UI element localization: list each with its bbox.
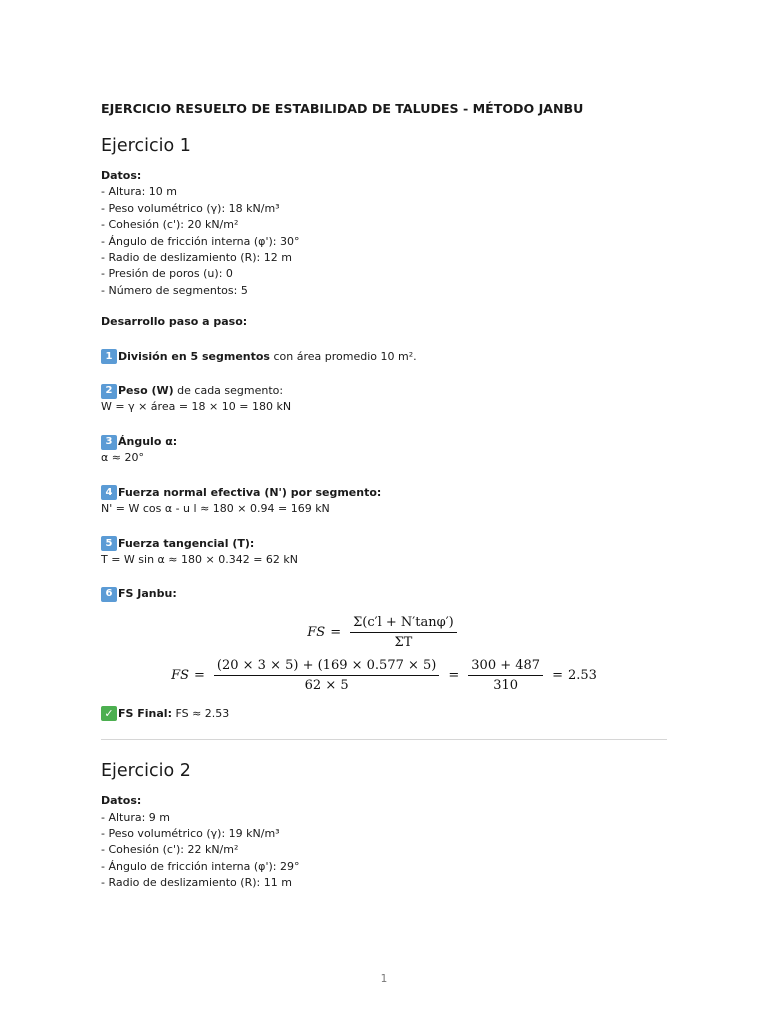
keycap-number-icon: 3 [101,435,117,450]
data-label: Datos: [101,169,142,182]
formula-denominator: 62 × 5 [304,677,349,693]
data-item: - Radio de deslizamiento (R): 12 m [101,251,292,265]
step-text: con área promedio 10 m². [269,349,417,363]
formula-numerator: (20 × 3 × 5) + (169 × 0.577 × 5) [214,658,439,676]
data-item: - Cohesión (c'): 20 kN/m² [101,218,239,232]
document-title: EJERCICIO RESUELTO DE ESTABILIDAD DE TALUDES - MÉTODO JANBU [101,101,584,116]
formula-fraction [350,615,457,650]
final-label: FS Final: [118,706,172,720]
step-title: División en 5 segmentos [118,349,270,363]
data-item: - Presión de poros (u): 0 [101,267,233,281]
step-title: Fuerza tangencial (T): [118,536,255,550]
data-item: - Ángulo de fricción interna (φ'): 30° [101,234,300,248]
step-formula: N' = W cos α - u l ≈ 180 × 0.94 = 169 kN [101,502,330,516]
keycap-number-icon: 5 [101,536,117,551]
document-page [101,96,667,892]
exercise-1-heading: Ejercicio 1 [101,136,191,156]
data-item: - Altura: 9 m [101,810,171,824]
data-item: - Altura: 10 m [101,185,178,199]
page-number: 1 [380,973,388,985]
step-title: FS Janbu: [118,587,177,601]
keycap-number-icon: 4 [101,485,117,500]
section-divider [101,739,667,740]
exercise-2-heading: Ejercicio 2 [101,761,191,782]
formula-lhs: FS [171,667,189,683]
data-item: - Número de segmentos: 5 [101,283,248,297]
step-formula: W = γ × área = 18 × 10 = 180 kN [101,400,292,414]
data-item: - Peso volumétrico (γ): 19 kN/m³ [101,826,280,840]
development-label: Desarrollo paso a paso: [101,315,248,329]
formula-lhs: FS [307,624,326,640]
exercise-2-data [101,793,667,891]
final-result [101,706,667,722]
keycap-number-icon: 2 [101,384,117,399]
final-value: FS ≈ 2.53 [171,706,230,720]
data-item: - Radio de deslizamiento (R): 11 m [101,876,292,890]
step-formula: α ≈ 20° [101,451,144,465]
formula-fraction [214,658,439,693]
step-6 [101,586,667,602]
exercise-1-data [101,168,667,299]
step-3 [101,434,667,450]
formula-denominator: 310 [493,677,519,693]
step-1 [101,349,667,365]
janbu-formula: FS = $\frac{\Sigma(c'l + N'\tan\varphi')}{\Sigma T}$ [101,615,667,650]
step-title: Ángulo α: [118,434,178,448]
data-item: - Ángulo de fricción interna (φ'): 29° [101,859,300,873]
formula-result: 2.53 [567,667,597,683]
keycap-number-icon: 6 [101,587,117,602]
formula-denominator: ΣT [394,634,413,650]
step-2 [101,383,667,399]
formula-fraction [468,658,543,693]
step-text: de cada segmento: [173,384,284,398]
check-mark-button-icon: ✓ [101,706,117,721]
formula-numerator: Σ(c′l + N′tanφ′) [350,615,457,633]
data-item: - Peso volumétrico (γ): 18 kN/m³ [101,201,280,215]
step-4 [101,485,667,501]
data-item: - Cohesión (c'): 22 kN/m² [101,843,239,857]
keycap-number-icon: 1 [101,349,117,364]
janbu-calculation: FS = $\frac{(20 \times 3 \times 5) + (169 \times 0.577 \times 5)}{62 \times 5}$ = $\frac{300 + 487}{310}$ = 2.53 [171,657,597,693]
step-5 [101,536,667,552]
formula-numerator: 300 + 487 [468,658,543,676]
step-formula: T = W sin α ≈ 180 × 0.342 = 62 kN [101,552,299,566]
data-label: Datos: [101,794,142,808]
step-title: Peso (W) [118,384,174,398]
step-title: Fuerza normal efectiva (N') por segmento: [118,485,382,499]
